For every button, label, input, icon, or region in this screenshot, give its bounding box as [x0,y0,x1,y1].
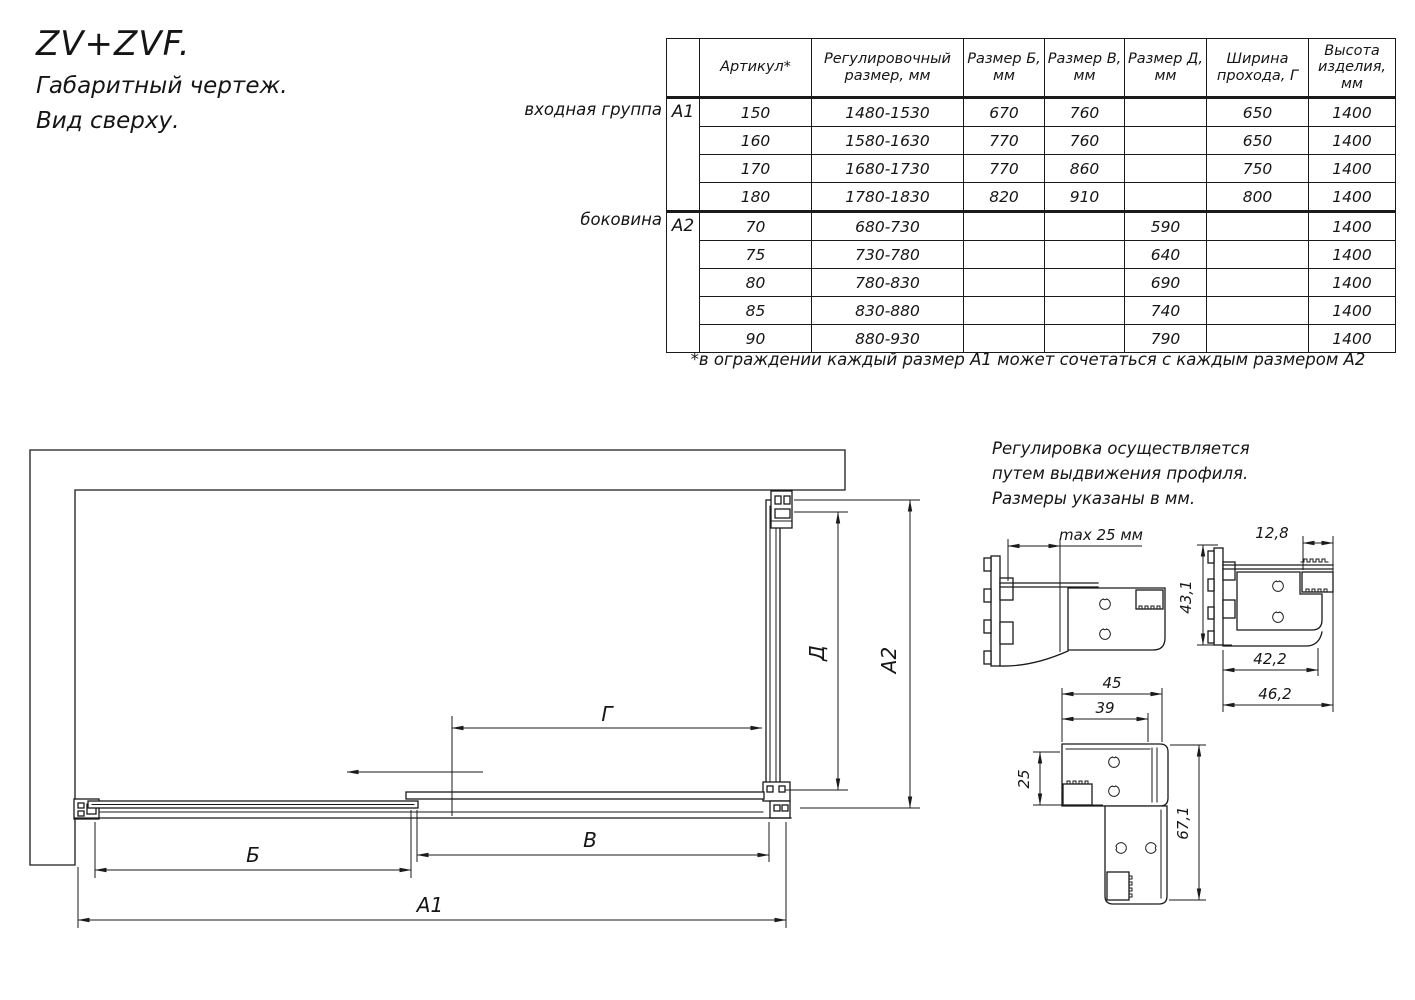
table-cell: 85 [700,297,812,325]
dim-label-b: Б [246,843,260,867]
table-cell: 650 [1207,127,1309,155]
dim-label-g: Г [601,702,613,726]
detail-wall-profile-max25 [984,526,1165,666]
table-cell: 770 [964,127,1045,155]
table-cell: 820 [964,183,1045,212]
group-code-a2: А2 [667,212,700,353]
header-article: Артикул* [700,39,812,98]
table-cell: 780-830 [812,269,964,297]
table-cell: 910 [1045,183,1125,212]
header-size-d: Размер Д, мм [1125,39,1207,98]
group-label-side: боковина [580,210,662,229]
detail-corner-profile [1015,674,1206,904]
table-cell: 180 [700,183,812,212]
header-height: Высота изделия, мм [1309,39,1396,98]
dim-label-a2: А2 [877,646,901,674]
table-cell: 160 [700,127,812,155]
dim-label-39: 39 [1095,699,1115,717]
table-cell: 1400 [1309,212,1396,241]
table-cell: 730-780 [812,241,964,269]
table-cell: 800 [1207,183,1309,212]
header-pass-width: Ширина прохода, Г [1207,39,1309,98]
plan-view [30,450,920,928]
note-line-3: Размеры указаны в мм. [992,488,1196,508]
dimension-67-1 [1169,745,1206,900]
table-cell: 70 [700,212,812,241]
dimension-39 [1062,699,1148,742]
table-cell: 750 [1207,155,1309,183]
table-cell: 1400 [1309,325,1396,353]
group-code-a1: А1 [667,98,700,212]
dimension-d [785,512,848,790]
table-cell: 1480-1530 [812,98,964,127]
dim-label-d: Д [805,645,829,661]
dim-label-25: 25 [1015,769,1033,789]
table-cell: 590 [1125,212,1207,241]
dimension-46-2 [1223,685,1333,705]
dim-label-46-2: 46,2 [1258,685,1292,703]
sliding-door-panel [406,792,764,799]
dim-label-a1: А1 [416,893,444,917]
table-cell: 670 [964,98,1045,127]
table-cell: 1400 [1309,127,1396,155]
product-name: ZV+ZVF. [36,24,191,64]
dim-label-12-8: 12,8 [1255,524,1289,542]
table-footnote: *в ограждении каждый размер А1 может сочетаться с каждым размером А2 [690,350,1366,369]
note-line-2: путем выдвижения профиля. [992,463,1249,483]
group-label-entry: входная группа [524,100,662,119]
table-cell: 1400 [1309,155,1396,183]
dim-label-43-1: 43,1 [1177,580,1195,614]
table-cell: 1400 [1309,183,1396,212]
table-cell: 790 [1125,325,1207,353]
table-cell: 680-730 [812,212,964,241]
table-cell: 1780-1830 [812,183,964,212]
header-size-v: Размер В, мм [1045,39,1125,98]
table-cell: 740 [1125,297,1207,325]
corner-profile-joint [763,782,790,818]
dimension-b [95,810,411,878]
table-cell: 830-880 [812,297,964,325]
table-cell: 1680-1730 [812,155,964,183]
drawing-type: Габаритный чертеж. [36,73,288,99]
table-cell: 880-930 [812,325,964,353]
table-cell: 150 [700,98,812,127]
table-cell: 1400 [1309,241,1396,269]
table-cell: 650 [1207,98,1309,127]
table-cell: 80 [700,269,812,297]
table-cell: 1400 [1309,297,1396,325]
side-panel [766,491,792,788]
note-line-1: Регулировка осуществляется [992,439,1250,458]
table-cell: 1400 [1309,269,1396,297]
header-adjust-size: Регулировочный размер, мм [812,39,964,98]
side-panel-wall-profile [771,491,792,528]
table-cell: 1400 [1309,98,1396,127]
table-cell: 1580-1630 [812,127,964,155]
detail-side-profile [1177,524,1333,712]
table-cell: 170 [700,155,812,183]
dimension-43-1 [1177,545,1232,645]
table-cell: 90 [700,325,812,353]
table-cell: 640 [1125,241,1207,269]
view-type: Вид сверху. [36,108,180,134]
dim-label-67-1: 67,1 [1174,806,1192,840]
table-cell: 690 [1125,269,1207,297]
header-size-b: Размер Б, мм [964,39,1045,98]
table-cell: 760 [1045,98,1125,127]
table-cell: 860 [1045,155,1125,183]
table-cell: 760 [1045,127,1125,155]
dim-label-45: 45 [1102,674,1122,692]
dim-label-v: В [583,828,597,852]
dimension-a1 [78,822,786,928]
table-cell: 75 [700,241,812,269]
table-cell: 770 [964,155,1045,183]
dim-label-42-2: 42,2 [1253,650,1287,668]
dim-label-max25: max 25 мм [1059,526,1143,544]
